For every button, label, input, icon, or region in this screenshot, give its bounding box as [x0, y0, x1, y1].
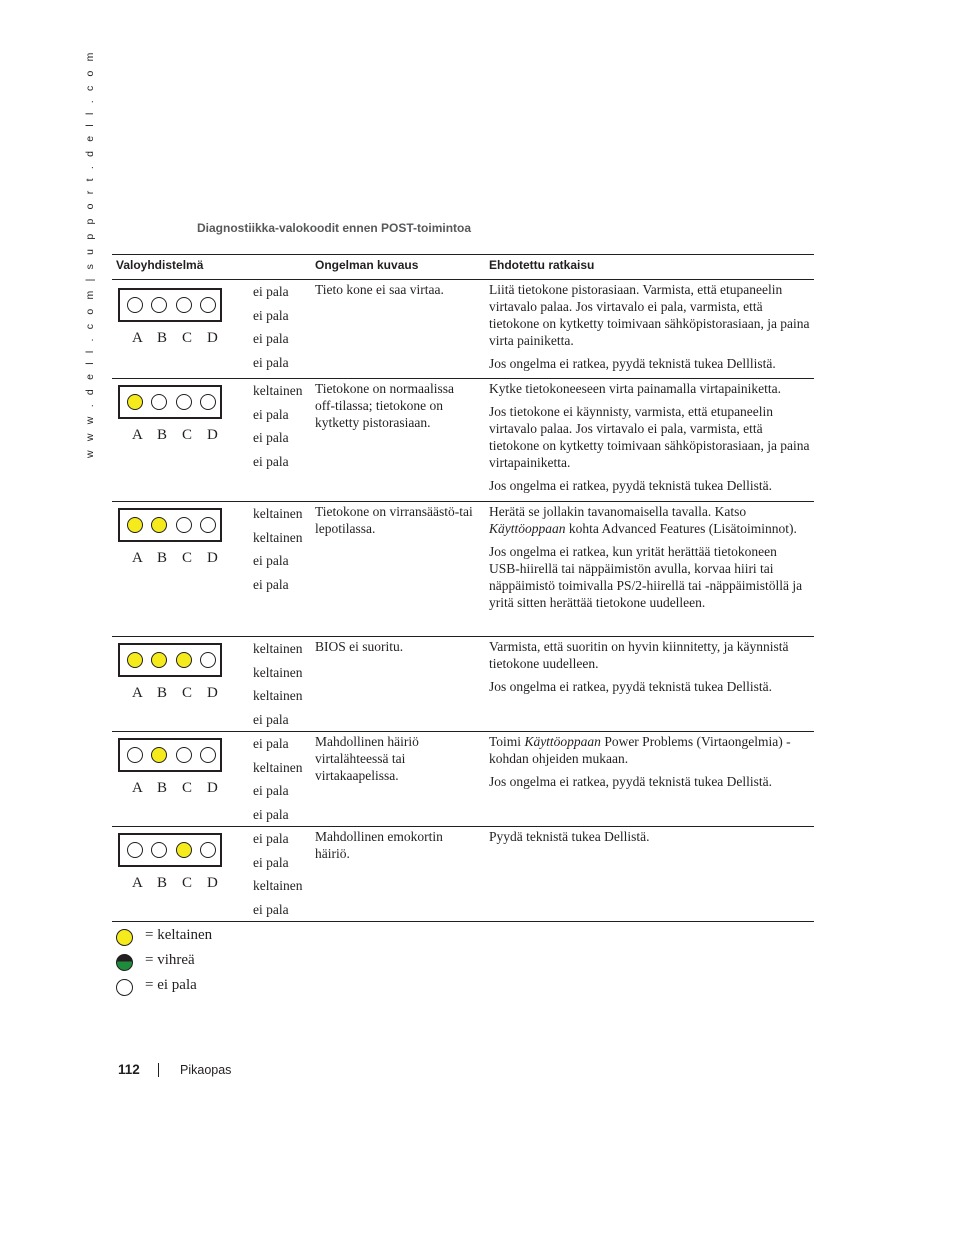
solution-paragraph: Jos tietokone ei käynnisty, varmista, että etupaneelin virtavalo palaa. Jos virtavalo ei pala, varmista, että tietokone on kytketty toimivaan sähköpistorasiaan, ja paina virtapainiketta.	[489, 404, 810, 470]
solution-paragraph: Herätä se jollakin tavanomaisella tavalla. Katso Käyttöoppaan kohta Advanced Features (Lisätoiminnot).	[489, 504, 797, 536]
legend-label: = keltainen	[145, 927, 213, 943]
light-status-list	[253, 637, 302, 731]
suggested-solution	[489, 503, 811, 617]
solution-paragraph: Varmista, että suoritin on hyvin kiinnitetty, ja käynnistä tietokone uudelleen.	[489, 639, 789, 671]
light-panel	[118, 385, 222, 419]
light-status: ei pala	[253, 806, 289, 822]
light-d-icon	[200, 394, 216, 410]
light-letter: B	[157, 685, 168, 701]
light-c-icon	[176, 394, 192, 410]
light-status: keltainen	[253, 529, 303, 545]
light-letter: A	[132, 330, 143, 346]
light-d-icon	[200, 842, 216, 858]
suggested-solution	[489, 380, 811, 500]
light-status: ei pala	[253, 354, 289, 370]
light-status: ei pala	[253, 854, 289, 870]
light-letter: C	[182, 875, 193, 891]
light-c-icon	[176, 517, 192, 533]
light-letter: C	[182, 780, 193, 796]
legend-off-icon	[116, 979, 133, 996]
suggested-solution	[489, 828, 811, 851]
table-row	[112, 279, 814, 378]
solution-paragraph: Jos ongelma ei ratkea, pyydä teknistä tukea Delllistä.	[489, 356, 776, 371]
header-problem: Ongelman kuvaus	[315, 258, 419, 272]
light-status-list	[253, 732, 302, 826]
light-letter: B	[157, 330, 168, 346]
light-status: ei pala	[253, 783, 289, 798]
light-letter: A	[132, 780, 143, 796]
solution-paragraph: Jos ongelma ei ratkea, kun yrität herättää tietokoneen USB-hiirellä tai näppäimistön avulla, korvaa hiiri tai näppäimistö toimivalla PS/2-hiirellä tai -näppäimistöllä ja yritä sitten herättää tietokone uudelleen.	[489, 544, 803, 610]
light-letter: C	[182, 685, 193, 701]
light-status: ei pala	[253, 831, 289, 846]
light-panel	[118, 643, 222, 677]
light-status: ei pala	[253, 576, 289, 592]
solution-paragraph: Pyydä teknistä tukea Dellistä.	[489, 829, 650, 844]
light-panel	[118, 833, 222, 867]
table-row	[112, 636, 814, 731]
light-status: ei pala	[253, 711, 289, 727]
light-c-icon	[176, 747, 192, 763]
light-status: keltainen	[253, 688, 303, 703]
light-c-icon	[176, 652, 192, 668]
light-b-icon	[151, 747, 167, 763]
light-letter: C	[182, 427, 193, 443]
light-status-list	[253, 502, 302, 596]
header-pattern: Valoyhdistelmä	[116, 258, 204, 272]
light-status: ei pala	[253, 901, 289, 917]
light-a-icon	[127, 517, 143, 533]
light-status: keltainen	[253, 383, 303, 398]
page-number: 112	[118, 1062, 140, 1077]
footer-separator	[158, 1063, 159, 1077]
light-a-icon	[127, 394, 143, 410]
light-c-icon	[176, 297, 192, 313]
light-status: ei pala	[253, 430, 289, 445]
light-letter: D	[207, 780, 218, 796]
light-letter: C	[182, 330, 193, 346]
light-letter: C	[182, 550, 193, 566]
light-a-icon	[127, 652, 143, 668]
light-status: ei pala	[253, 307, 289, 323]
solution-paragraph: Jos ongelma ei ratkea, pyydä teknistä tukea Dellistä.	[489, 478, 773, 493]
light-letter: D	[207, 550, 218, 566]
light-a-icon	[127, 842, 143, 858]
light-letter: A	[132, 427, 143, 443]
light-status: ei pala	[253, 331, 289, 346]
light-letter: D	[207, 685, 218, 701]
light-status: ei pala	[253, 736, 289, 751]
light-d-icon	[200, 517, 216, 533]
light-c-icon	[176, 842, 192, 858]
light-status-list	[253, 280, 289, 374]
light-d-icon	[200, 652, 216, 668]
legend-label: = ei pala	[145, 977, 197, 993]
light-status: keltainen	[253, 759, 303, 775]
suggested-solution	[489, 281, 811, 378]
problem-description: Mahdollinen emokortin häiriö.	[315, 829, 443, 861]
header-solution: Ehdotettu ratkaisu	[489, 258, 595, 272]
problem-description: Tietokone on virransäästö-tai lepotilassa.	[315, 504, 473, 536]
light-status: keltainen	[253, 664, 303, 680]
solution-paragraph: Toimi Käyttöoppaan Power Problems (Virtaongelmia) -kohdan ohjeiden mukaan.	[489, 734, 791, 766]
light-b-icon	[151, 652, 167, 668]
light-a-icon	[127, 747, 143, 763]
light-status-list	[253, 827, 302, 921]
light-letter: D	[207, 330, 218, 346]
suggested-solution	[489, 638, 811, 701]
side-url: w w w . d e l l . c o m | s u p p o r t . d e l l . c o m	[84, 49, 96, 458]
light-status: keltainen	[253, 878, 303, 893]
light-letter: D	[207, 875, 218, 891]
manual-reference: Käyttöoppaan	[489, 521, 566, 536]
light-letter: B	[157, 550, 168, 566]
suggested-solution	[489, 733, 811, 796]
table-row	[112, 826, 814, 921]
light-b-icon	[151, 517, 167, 533]
light-letter: D	[207, 427, 218, 443]
light-panel	[118, 508, 222, 542]
light-letter: A	[132, 875, 143, 891]
table-bottom-rule	[112, 921, 814, 922]
light-b-icon	[151, 394, 167, 410]
solution-paragraph: Liitä tietokone pistorasiaan. Varmista, että etupaneelin virtavalo palaa. Jos virtavalo ei pala, varmista, että tietokone on kytketty toimivaan sähköpistorasiaan, ja paina virta painiketta.	[489, 282, 810, 348]
legend-label: = vihreä	[145, 952, 195, 968]
light-letter: B	[157, 427, 168, 443]
light-b-icon	[151, 297, 167, 313]
solution-paragraph: Jos ongelma ei ratkea, pyydä teknistä tukea Dellistä.	[489, 679, 773, 694]
problem-description: BIOS ei suoritu.	[315, 639, 404, 654]
light-status: keltainen	[253, 641, 303, 656]
light-letter: B	[157, 875, 168, 891]
light-panel	[118, 288, 222, 322]
manual-reference: Käyttöoppaan	[524, 734, 601, 749]
legend-green-icon	[116, 954, 133, 971]
light-status: ei pala	[253, 406, 289, 422]
light-d-icon	[200, 747, 216, 763]
light-panel	[118, 738, 222, 772]
table-row	[112, 731, 814, 826]
light-status: keltainen	[253, 506, 303, 521]
problem-description: Mahdollinen häiriö virtalähteessä tai virtakaapelissa.	[315, 734, 419, 783]
table-top-rule	[112, 254, 814, 255]
light-letter: B	[157, 780, 168, 796]
light-status-list	[253, 379, 302, 473]
problem-description: Tietokone on normaalissa off-tilassa; tietokone on kytketty pistorasiaan.	[315, 381, 454, 430]
solution-paragraph: Kytke tietokoneeseen virta painamalla virtapainiketta.	[489, 381, 782, 396]
solution-paragraph: Jos ongelma ei ratkea, pyydä teknistä tukea Dellistä.	[489, 774, 773, 789]
table-title: Diagnostiikka-valokoodit ennen POST-toimintoa	[197, 221, 472, 235]
light-d-icon	[200, 297, 216, 313]
light-status: ei pala	[253, 553, 289, 568]
light-letter: A	[132, 550, 143, 566]
footer-title: Pikaopas	[180, 1063, 232, 1077]
light-status: ei pala	[253, 284, 289, 299]
problem-description: Tieto kone ei saa virtaa.	[315, 282, 444, 297]
table-row	[112, 501, 814, 636]
table-row	[112, 378, 814, 501]
light-b-icon	[151, 842, 167, 858]
legend-yellow-icon	[116, 929, 133, 946]
light-letter: A	[132, 685, 143, 701]
light-a-icon	[127, 297, 143, 313]
light-status: ei pala	[253, 453, 289, 469]
